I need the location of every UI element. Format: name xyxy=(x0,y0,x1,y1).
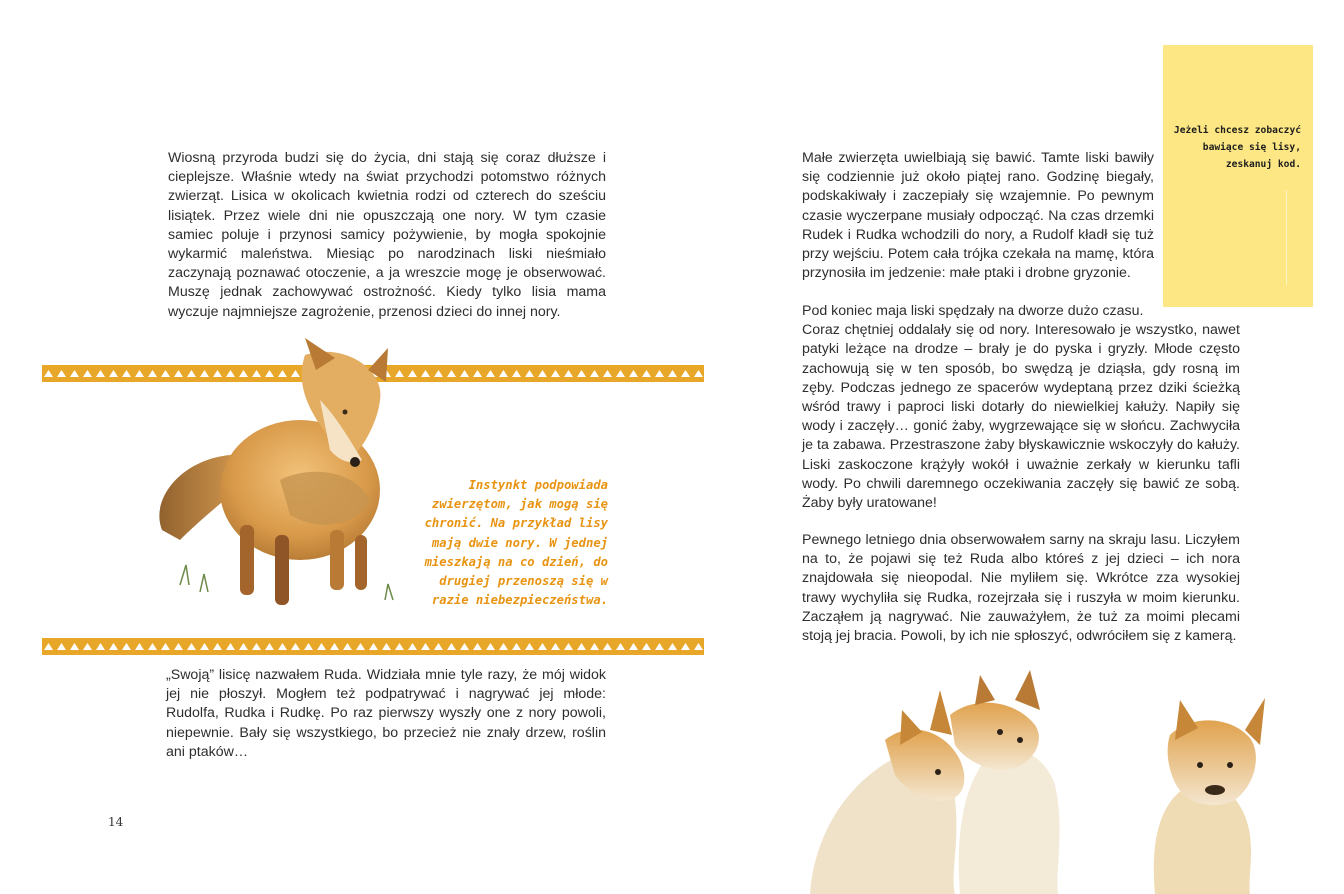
info-caption: Instynkt podpowiada zwierzętom, jak mogą się chronić. Na przykład lisy mają dwie nory. W jednej mieszkają na co dzień, do drugiej przenoszą się w razie niebezpieczeństwa. xyxy=(424,478,608,608)
decorative-band-bottom xyxy=(42,638,704,655)
qr-sticky-note xyxy=(1163,45,1313,307)
summer-paragraph: Pewnego letniego dnia obserwowałem sarny na skraju lasu. Liczyłem na to, że pojawi się też Ruda albo któreś z jej dzieci – ich nora znajdowała się nieopodal. Nie myliłem się. Wkrótce zza wysokiej trawy wychyliła się Rudka, rozejrzała się i ruszyła w moim kierunku. Zacząłem ją nagrywać. Nie zauważyłem, że tuż za moimi plecami stoją jej bracia. Powoli, by ich nie spłoszyć, odwróciłem się z kamerą. xyxy=(802,532,1240,645)
ruda-paragraph: „Swoją” lisicę nazwałem Ruda. Widziała mnie tyle razy, że mój widok jej nie płoszył. Mogłem też podpatrywać i nagrywać jej młode: Rudolfa, Rudka i Rudkę. Po raz pierwszy wyszły one z nory powoli, niepewnie. Bały się wszystkiego, bo przecież nie znały drzew, roślin ani ptaków… xyxy=(166,667,606,760)
page-number: 14 xyxy=(108,815,124,829)
sticky-note-text: Jeżeli chcesz zobaczyć bawiące się lisy, zeskanuj kod. xyxy=(1173,125,1301,170)
play-paragraph: Małe zwierzęta uwielbiają się bawić. Tamte liski bawiły się codziennie już około piątej rano. Godzinę biegały, podskakiwały i zaczepiały się wzajemnie. Po pewnym czasie wyczerpane musiały odpocząć. Na czas drzemki Rudek i Rudka wchodzili do nory, a Rudolf kładł się tuż przy wejściu. Potem cała trójka czekała na mamę, która przynosiła im jedzenie: małe ptaki i drobne gryzonie. xyxy=(802,150,1154,282)
may-paragraph-body: Coraz chętniej oddalały się od nory. Interesowało je wszystko, nawet patyki leżące na drodze – brały je do pyska i gryzły. Młode często zachowują się w ten sposób, bo swędzą je dziąsła, gdy rosną im zęby. Podczas jednego ze spacerów wydeptaną przez dziki ścieżką wśród trawy i paproci liski dotarły do niewielkiej kałuży. Napiły się wody i zaczęły… gonić żaby, wygrzewające się w słońcu. Zachwyciła je ta zabawa. Przestraszone żaby błyskawicznie wskoczyły do kałuży. Liski zaskoczone krążyły wokół i uważnie zerkały w kierunku tafli wody. Po chwili daremnego oczekiwania zaczęły się bawić ze sobą. Żaby były uratowane! xyxy=(802,322,1240,512)
adult-fox-illustration xyxy=(140,330,430,615)
may-paragraph-first-line: Pod koniec maja liski spędzały na dworze dużo czasu. xyxy=(802,303,1144,319)
sticky-divider xyxy=(1286,190,1287,285)
intro-paragraph: Wiosną przyroda budzi się do życia, dni stają się coraz dłuższe i cieplejsze. Właśnie wtedy na świat przychodzi potomstwo różnych zwierząt. Lisica w okolicach kwietnia rodzi od czterech do sześciu lisiątek. Przez wiele dni nie opuszczają one nory. W tym czasie samiec poluje i przynosi samicy pożywienie, by mogła spokojnie wykarmić maleństwa. Miesiąc po narodzinach liski nieśmiało zaczynają poznawać otoczenie, a ja wreszcie mogę je obserwować. Muszę jednak zachowywać ostrożność. Kiedy tylko lisia mama wyczuje najmniejsze zagrożenie, przenosi dzieci do innej nory. xyxy=(168,150,606,320)
fox-cubs-illustration xyxy=(790,660,1310,894)
may-paragraph xyxy=(802,302,1240,513)
